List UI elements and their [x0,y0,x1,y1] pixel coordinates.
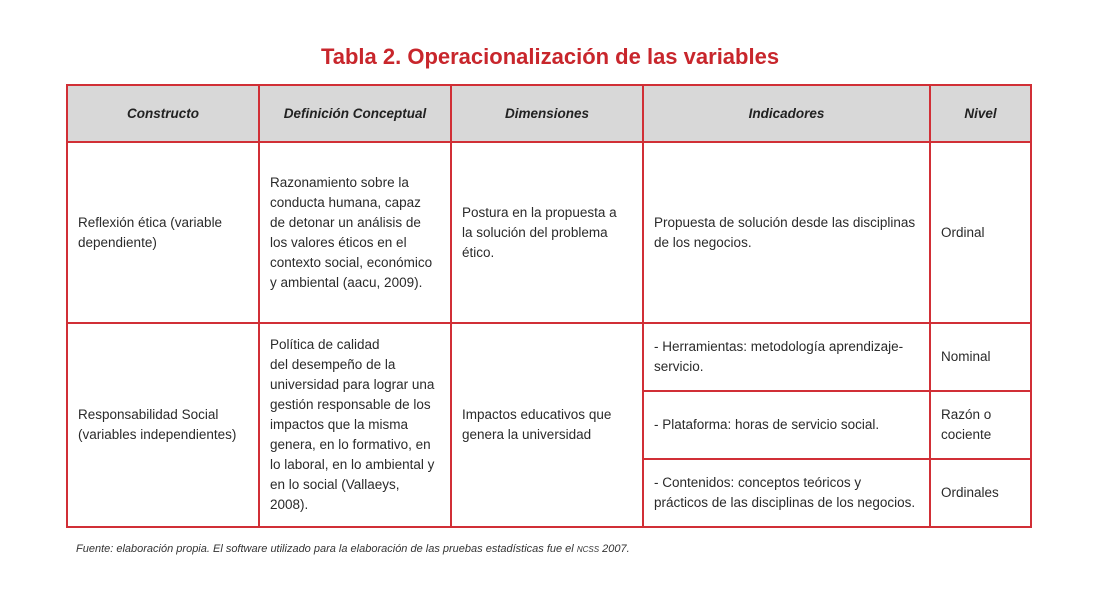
header-definicion: Definición Conceptual [259,85,451,142]
cell-nivel: Ordinal [930,142,1031,323]
source-text: Fuente: elaboración propia. El software utilizado para la elaboración de las pruebas estadísticas fue el [76,543,577,555]
source-year: 2007. [599,543,630,555]
cell-definicion: Razonamiento sobre la conducta humana, capaz de detonar un análisis de los valores éticos en el contexto social, económico y ambiental (aacu, 2009). [259,142,451,323]
source-note [76,543,630,555]
cell-constructo: Responsabilidad Social (variables independientes) [67,323,259,527]
header-row [67,85,1031,142]
cell-dimensiones: Postura en la propuesta a la solución del problema ético. [451,142,643,323]
header-nivel: Nivel [930,85,1031,142]
table-title: Tabla 2. Operacionalización de las variables [320,44,780,69]
cell-nivel: Ordinales [930,459,1031,527]
header-indicadores: Indicadores [643,85,930,142]
cell-indicador: - Contenidos: conceptos teóricos y prácticos de las disciplinas de los negocios. [643,459,930,527]
cell-nivel: Razón o cociente [930,391,1031,459]
header-dimensiones: Dimensiones [451,85,643,142]
cell-indicador: Propuesta de solución desde las disciplinas de los negocios. [643,142,930,323]
cell-nivel: Nominal [930,323,1031,391]
cell-indicador: - Plataforma: horas de servicio social. [643,391,930,459]
table-row [67,142,1031,323]
cell-constructo: Reflexión ética (variable dependiente) [67,142,259,323]
header-constructo: Constructo [67,85,259,142]
table-row [67,323,1031,391]
cell-dimensiones: Impactos educativos que genera la universidad [451,323,643,527]
operationalization-table [66,84,1032,528]
cell-definicion: Política de calidad del desempeño de la universidad para lograr una gestión responsable de los impactos que la misma genera, en lo formativo, en lo laboral, en lo ambiental y en lo social (Vallaeys, 2008). [259,323,451,527]
source-software: ncss [576,543,600,555]
cell-indicador: - Herramientas: metodología aprendizaje- servicio. [643,323,930,391]
